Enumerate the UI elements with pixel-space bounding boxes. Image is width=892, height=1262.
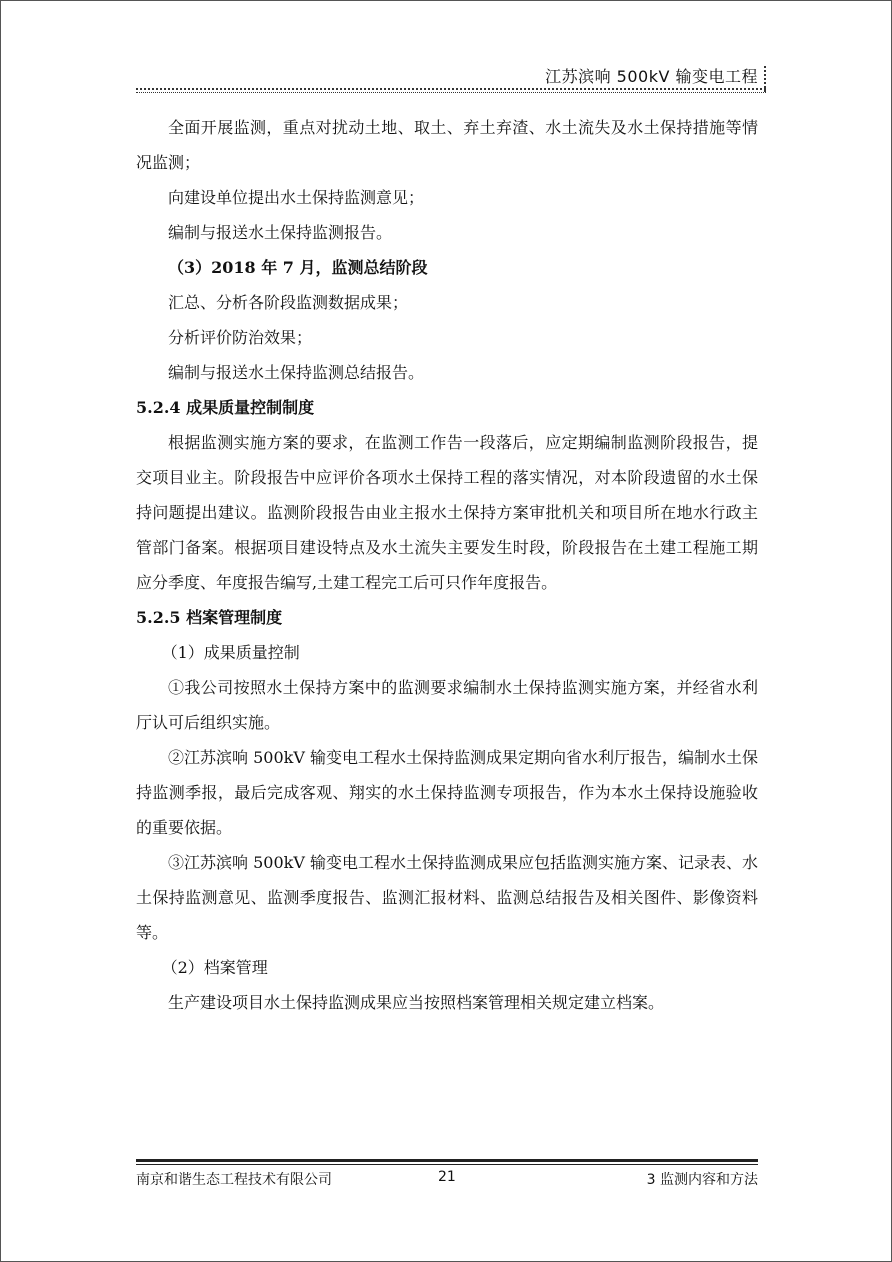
paragraph-monitoring-report: 编制与报送水土保持监测报告。 bbox=[168, 223, 393, 242]
list-item-2: ②江苏滨响 500kV 输变电工程水土保持监测成果定期向省水利厅报告，编制水土保持监测季报，最后完成客观、翔实的水土保持监测专项报告，作为本水土保持设施验收的重要依据。 bbox=[136, 748, 758, 837]
section-heading-5-2-5: 5.2.5 档案管理制度 bbox=[136, 608, 283, 627]
stage3-title: （3）2018 年 7 月，监测总结阶段 bbox=[168, 258, 428, 277]
subheading-archive-management: （2）档案管理 bbox=[161, 958, 268, 977]
paragraph-monitoring-scope: 全面开展监测，重点对扰动土地、取土、弃土弃渣、水土流失及水土保持措施等情况监测； bbox=[136, 118, 758, 172]
paragraph-monitoring-opinion: 向建设单位提出水土保持监测意见； bbox=[168, 188, 425, 207]
header-rule-secondary bbox=[136, 92, 766, 93]
footer-section: 3 监测内容和方法 bbox=[646, 1172, 758, 1188]
subheading-quality-control: （1）成果质量控制 bbox=[161, 643, 300, 662]
paragraph-effect-analysis: 分析评价防治效果； bbox=[168, 328, 313, 347]
footer-rule bbox=[136, 1159, 758, 1162]
footer-rule-secondary bbox=[136, 1164, 758, 1165]
page-footer bbox=[136, 1159, 758, 1189]
page-header bbox=[136, 64, 766, 92]
paragraph-summary-data: 汇总、分析各阶段监测数据成果； bbox=[168, 293, 409, 312]
paragraph-archive: 生产建设项目水土保持监测成果应当按照档案管理相关规定建立档案。 bbox=[168, 993, 665, 1012]
page-number: 21 bbox=[438, 1169, 456, 1185]
paragraph-summary-report: 编制与报送水土保持监测总结报告。 bbox=[168, 363, 425, 382]
footer-company: 南京和谐生态工程技术有限公司 bbox=[136, 1172, 332, 1188]
list-item-1: ①我公司按照水土保持方案中的监测要求编制水土保持监测实施方案，并经省水利厅认可后组织实施。 bbox=[136, 678, 758, 732]
section-heading-5-2-4: 5.2.4 成果质量控制制度 bbox=[136, 398, 315, 417]
header-title: 江苏滨响 500kV 输变电工程 bbox=[545, 67, 758, 86]
header-bracket bbox=[764, 66, 766, 92]
list-item-3: ③江苏滨响 500kV 输变电工程水土保持监测成果应包括监测实施方案、记录表、水土保持监测意见、监测季度报告、监测汇报材料、监测总结报告及相关图件、影像资料等。 bbox=[136, 853, 758, 942]
header-rule bbox=[136, 88, 766, 90]
paragraph-quality-control: 根据监测实施方案的要求，在监测工作告一段落后，应定期编制监测阶段报告，提交项目业主。阶段报告中应评价各项水土保持工程的落实情况，对本阶段遗留的水土保持问题提出建议。监测阶段报告由业主报水土保持方案审批机关和项目所在地水行政主管部门备案。根据项目建设特点及水土流失主要发生时段，阶段报告在土建工程施工期应分季度、年度报告编写,土建工程完工后可只作年度报告。 bbox=[136, 433, 758, 592]
page-body bbox=[136, 110, 758, 1020]
